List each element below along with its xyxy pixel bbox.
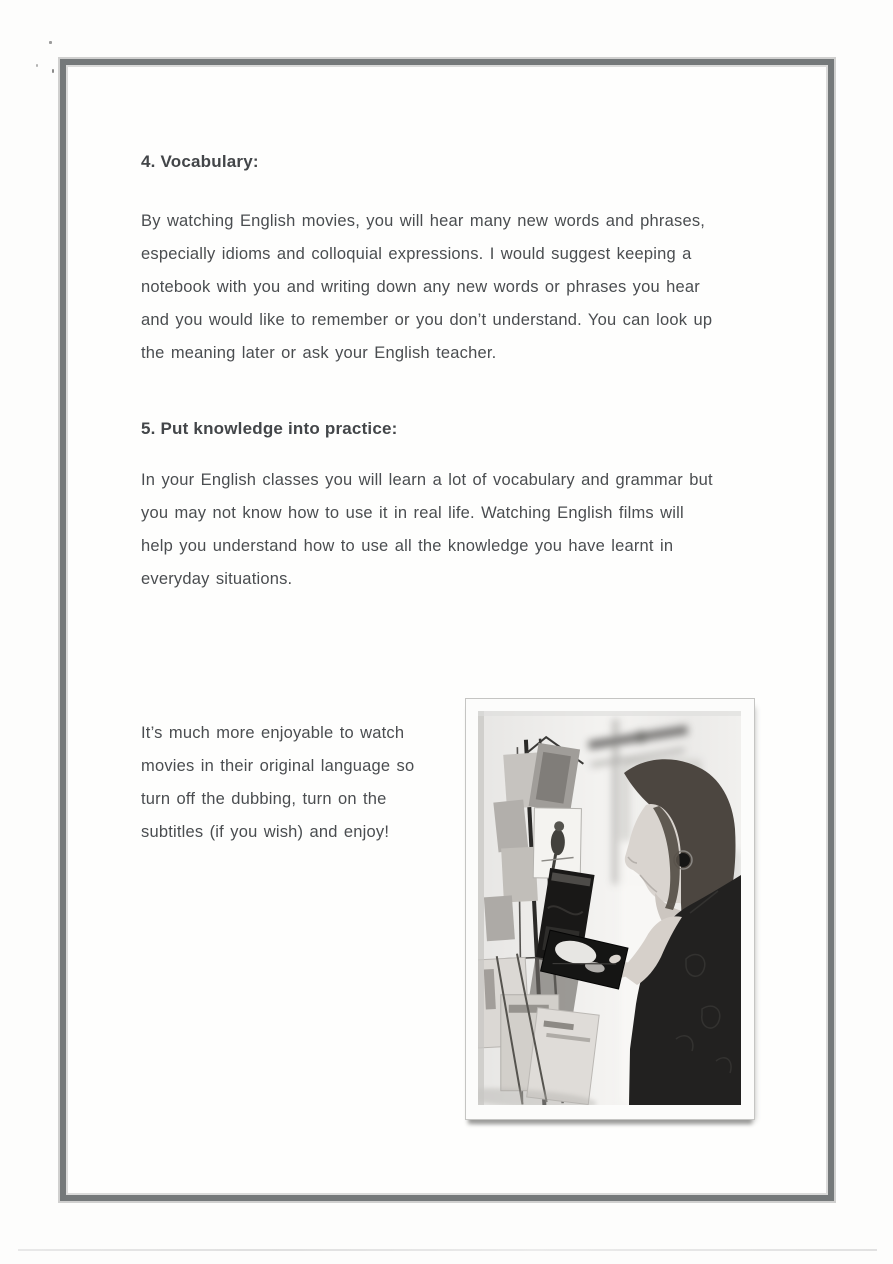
- closing-row: [141, 698, 826, 1120]
- scan-artifact-line: [18, 1249, 877, 1251]
- paragraph-line: turn off the dubbing, turn on the: [141, 790, 387, 808]
- scan-speck: [36, 64, 38, 67]
- page-border-inner-line: [66, 65, 828, 1195]
- page-border-frame: [58, 57, 836, 1203]
- parrot-postcard: [533, 808, 581, 879]
- photo-woman-browsing-rack: [465, 698, 755, 1120]
- paragraph-line: It’s much more enjoyable to watch: [141, 724, 405, 742]
- section-5-paragraph: [141, 464, 826, 596]
- section-5-heading: 5. Put knowledge into practice:: [141, 419, 398, 438]
- paragraph-line: movies in their original language so: [141, 757, 415, 775]
- scan-speck: [52, 69, 54, 73]
- section-4-paragraph: [141, 205, 826, 370]
- paragraph-line: you may not know how to use it in real life. Watching English films will: [141, 504, 684, 522]
- paragraph-line: especially idioms and colloquial expressions. I would suggest keeping a: [141, 245, 692, 263]
- paragraph-line: and you would like to remember or you don’t understand. You can look up: [141, 311, 713, 329]
- paragraph-line: everyday situations.: [141, 570, 293, 588]
- paragraph-line: notebook with you and writing down any new words or phrases you hear: [141, 278, 700, 296]
- page-content: [68, 67, 826, 1193]
- photo-edge-vignette: [478, 711, 484, 1105]
- paragraph-line: subtitles (if you wish) and enjoy!: [141, 823, 390, 841]
- closing-paragraph: [141, 698, 465, 1120]
- paragraph-line: help you understand how to use all the knowledge you have learnt in: [141, 537, 674, 555]
- section-4-heading: 4. Vocabulary:: [141, 152, 259, 171]
- photo-illustration: [478, 711, 741, 1105]
- paragraph-line: By watching English movies, you will hear many new words and phrases,: [141, 212, 706, 230]
- scan-speck: [49, 41, 52, 44]
- paragraph-line: the meaning later or ask your English teacher.: [141, 344, 497, 362]
- page-border-dark-band: [60, 59, 834, 1201]
- paragraph-line: In your English classes you will learn a lot of vocabulary and grammar but: [141, 471, 713, 489]
